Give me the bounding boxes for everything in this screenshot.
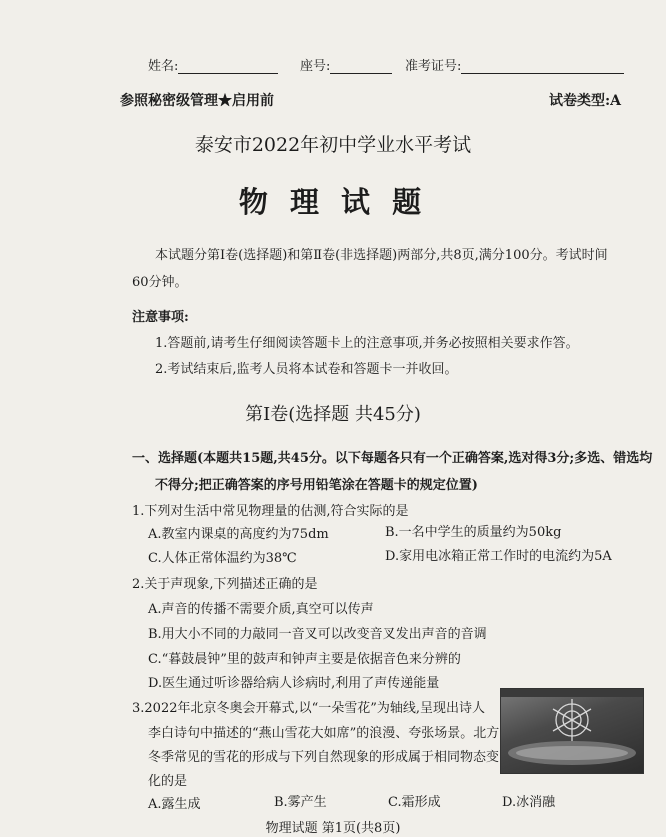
section-instruction-1: 一、选择题(本题共15题,共45分。以下每题各只有一个正确答案,选对得3分;多选、错选均 <box>132 451 653 466</box>
page-footer: 物理试题 第1页(共8页) <box>265 821 401 836</box>
intro-line-2: 60分钟。 <box>132 275 188 290</box>
seat-field <box>300 55 392 74</box>
question-2-stem: 2.关于声现象,下列描述正确的是 <box>132 577 318 592</box>
snowflake-photo <box>500 688 644 774</box>
question-1-option-c: C.人体正常体温约为38℃ <box>148 551 297 566</box>
name-blank <box>178 59 278 74</box>
question-2-option-d: D.医生通过听诊器给病人诊病时,利用了声传递能量 <box>148 676 440 691</box>
subject-title: 物 理 试 题 <box>238 185 428 219</box>
intro-line-1: 本试题分第Ⅰ卷(选择题)和第Ⅱ卷(非选择题)两部分,共8页,满分100分。考试时间 <box>155 248 608 263</box>
question-3-stem-line: 冬季常见的雪花的形成与下列自然现象的形成属于相同物态变 <box>148 750 500 765</box>
ticket-field <box>405 55 624 74</box>
note-item: 1.答题前,请考生仔细阅读答题卡上的注意事项,并务必按照相关要求作答。 <box>155 336 579 351</box>
question-3-option-a: A.露生成 <box>148 797 201 812</box>
section-instruction-2: 不得分;把正确答案的序号用铅笔涂在答题卡的规定位置) <box>155 478 478 493</box>
question-3-stem-line: 李白诗句中描述的“燕山雪花大如席”的浪漫、夸张场景。北方 <box>148 726 500 741</box>
question-1-stem: 1.下列对生活中常见物理量的估测,符合实际的是 <box>132 504 409 519</box>
question-2-option-a: A.声音的传播不需要介质,真空可以传声 <box>148 602 374 617</box>
ticket-label: 准考证号: <box>405 59 462 74</box>
note-item: 2.考试结束后,监考人员将本试卷和答题卡一并收回。 <box>155 362 458 377</box>
paper-type: 试卷类型:A <box>549 93 622 109</box>
question-2-option-c: C.“暮鼓晨钟”里的鼓声和钟声主要是依据音色来分辨的 <box>148 652 461 667</box>
question-3-stem-line: 化的是 <box>148 774 188 789</box>
seat-label: 座号: <box>300 59 331 74</box>
question-1-option-a: A.教室内课桌的高度约为75dm <box>148 527 329 542</box>
question-2-option-b: B.用大小不同的力敲同一音叉可以改变音叉发出声音的音调 <box>148 627 487 642</box>
question-3-option-b: B.雾产生 <box>274 795 327 810</box>
question-3-option-d: D.冰消融 <box>502 795 556 810</box>
ticket-blank <box>461 59 624 74</box>
question-1-option-b: B.一名中学生的质量约为50kg <box>385 525 562 540</box>
question-3-stem-line: 3.2022年北京冬奥会开幕式,以“一朵雪花”为轴线,呈现出诗人 <box>132 701 486 716</box>
snowflake-photo-graphic <box>501 689 643 773</box>
name-label: 姓名: <box>148 59 179 74</box>
exam-title: 泰安市2022年初中学业水平考试 <box>194 134 472 156</box>
section-title: 第Ⅰ卷(选择题 共45分) <box>245 404 421 425</box>
question-3-option-c: C.霜形成 <box>388 795 441 810</box>
secret-label: 参照秘密级管理★启用前 <box>120 93 274 109</box>
name-field <box>148 55 278 74</box>
notes-heading: 注意事项: <box>132 310 189 325</box>
seat-blank <box>330 59 392 74</box>
question-1-option-d: D.家用电冰箱正常工作时的电流约为5A <box>385 549 612 564</box>
